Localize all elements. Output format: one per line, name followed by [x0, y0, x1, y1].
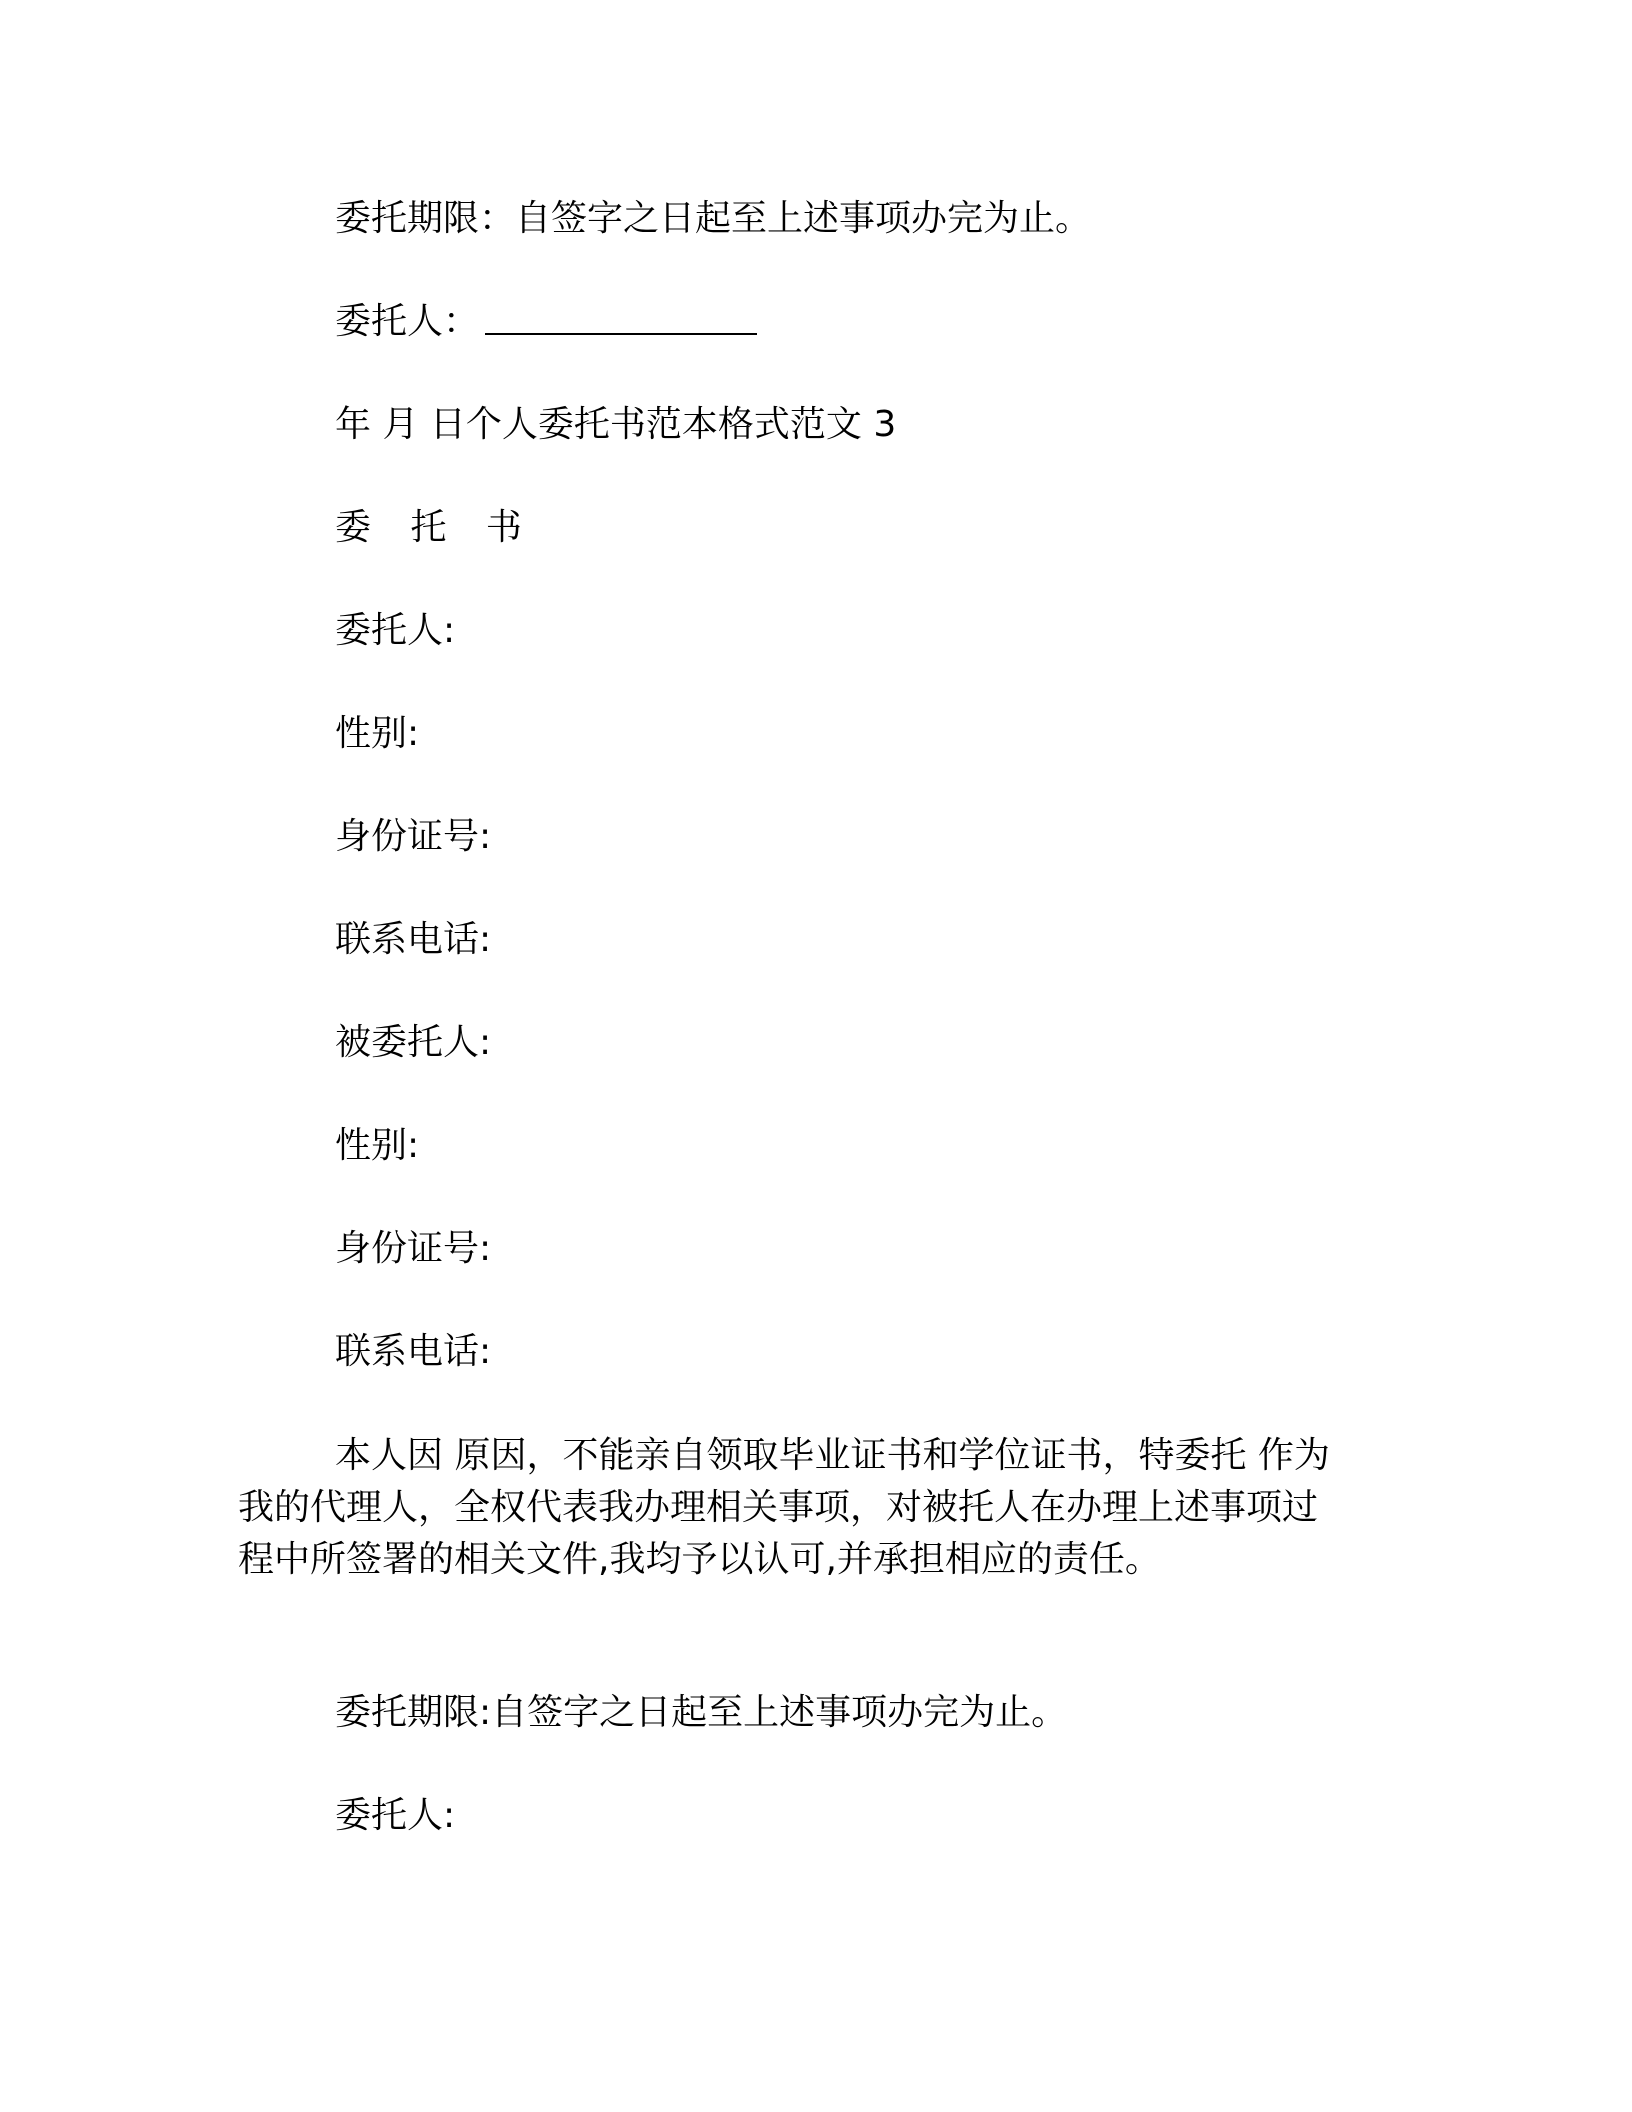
- body-line: 我的代理人，全权代表我办理相关事项，对被托人在办理上述事项过: [238, 1487, 1319, 1528]
- date-title-line: 年 月 日个人委托书范本格式范文 3: [335, 404, 897, 445]
- principal-phone-label: 联系电话:: [335, 919, 492, 960]
- principal-gender-label: 性别:: [335, 713, 420, 754]
- body-line: 程中所签署的相关文件,我均予以认可,并承担相应的责任。: [238, 1539, 1161, 1580]
- agent-phone-label: 联系电话:: [335, 1331, 492, 1372]
- principal-label: 委托人:: [335, 610, 456, 651]
- agent-id-label: 身份证号:: [335, 1228, 492, 1269]
- signature-blank: [485, 303, 757, 335]
- body-paragraph: [238, 1430, 1358, 1586]
- principal-signature-line-1: [335, 299, 757, 345]
- principal-id-label: 身份证号:: [335, 816, 492, 857]
- principal-signature-label: 委托人：: [335, 301, 480, 342]
- body-line: 本人因 原因，不能亲自领取毕业证书和学位证书，特委托 作为: [335, 1435, 1330, 1476]
- term-line-1: 委托期限：自签字之日起至上述事项办完为止。: [335, 198, 1092, 239]
- agent-label: 被委托人:: [335, 1022, 492, 1063]
- principal-signature-line-2: 委托人:: [335, 1795, 456, 1836]
- agent-gender-label: 性别:: [335, 1125, 420, 1166]
- document-title: 委 托 书: [335, 507, 536, 548]
- term-line-2: 委托期限:自签字之日起至上述事项办完为止。: [335, 1692, 1068, 1733]
